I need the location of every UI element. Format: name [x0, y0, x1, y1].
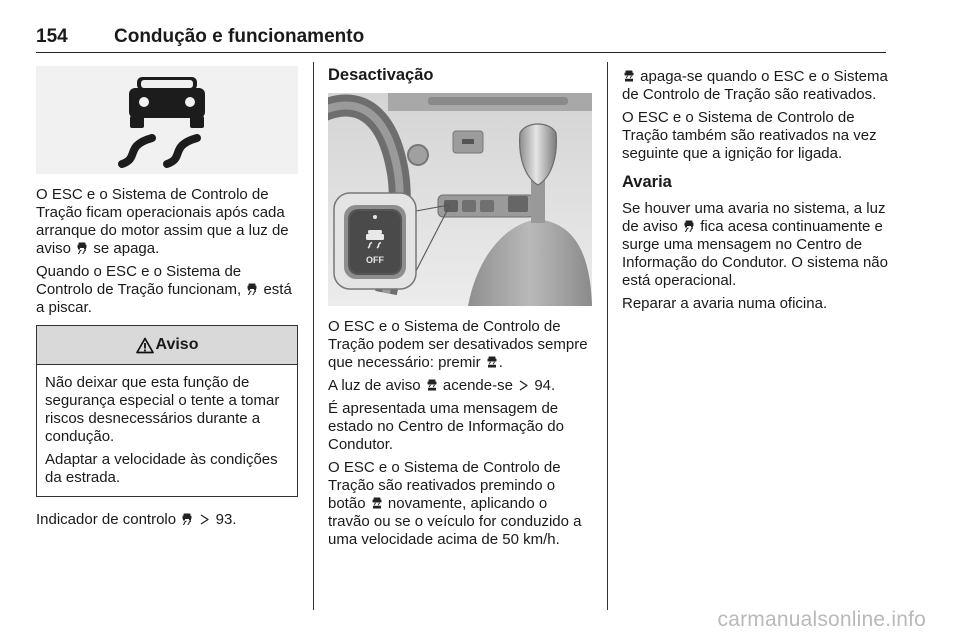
paragraph: O ESC e o Sistema de Controlo de Tração ficam operacionais após cada arranque do motor assim que a luz de aviso se apaga.	[36, 186, 289, 257]
column-1	[36, 62, 298, 534]
page-number: 154	[36, 26, 68, 47]
traction-control-icon	[247, 283, 257, 295]
traction-control-icon	[182, 513, 192, 525]
page-title: Condução e funcionamento	[114, 26, 365, 47]
paragraph: A luz de aviso acende-se 94.	[328, 377, 556, 394]
paragraph: Quando o ESC e o Sistema de Controlo de Tração funcionam, está a piscar.	[36, 263, 292, 316]
watermark: carmanualsonline.info	[717, 608, 926, 631]
paragraph: É apresentada uma mensagem de estado no Centro de Informação do Condutor.	[328, 400, 564, 453]
warning-box	[36, 325, 298, 497]
column-divider	[313, 62, 314, 610]
indicator-reference: Indicador de controlo 93.	[36, 511, 237, 528]
traction-control-icon	[36, 66, 298, 174]
paragraph: Se houver uma avaria no sistema, a luz de aviso fica acesa continuamente e surge uma mensagem no Centro de Informação do Condutor. O sistema não está operacional.	[622, 200, 888, 289]
paragraph: O ESC e o Sistema de Controlo de Tração são reativados premindo o botão novamente, aplicando o travão ou se o veículo for conduzido a uma velocidade acima de 50 km/h.	[328, 459, 582, 548]
paragraph: Reparar a avaria numa oficina.	[622, 295, 828, 312]
column-2	[328, 62, 592, 554]
warning-title: Aviso	[155, 336, 199, 353]
warning-triangle-icon	[136, 337, 154, 354]
page-reference-arrow-icon	[200, 514, 209, 525]
page-reference-arrow-icon	[519, 380, 528, 391]
section-heading-deactivation: Desactivação	[328, 66, 434, 84]
warning-text: Não deixar que esta função de segurança especial o tente a tomar riscos desnecessários durante a condução.	[45, 374, 280, 445]
traction-control-icon	[77, 242, 87, 254]
page-header	[36, 22, 886, 53]
paragraph: O ESC e o Sistema de Controlo de Tração podem ser desativados sempre que necessário: premir .	[328, 318, 588, 371]
paragraph: apaga-se quando o ESC e o Sistema de Controlo de Tração são reativados.	[622, 68, 888, 103]
esc-off-icon	[427, 379, 437, 391]
paragraph: O ESC e o Sistema de Controlo de Tração também são reativados na vez seguinte que a ignição for ligada.	[622, 109, 877, 162]
warning-body	[37, 365, 297, 496]
section-heading-fault: Avaria	[622, 173, 672, 191]
console-illustration	[328, 93, 592, 306]
warning-text: Adaptar a velocidade às condições da estrada.	[45, 451, 278, 486]
column-3	[622, 62, 890, 318]
traction-control-icon	[684, 220, 694, 232]
off-label: OFF	[366, 255, 384, 265]
column-divider	[607, 62, 608, 610]
warning-header	[37, 326, 297, 365]
esc-off-icon	[487, 356, 497, 368]
esc-off-icon	[624, 70, 634, 82]
esc-off-icon	[372, 497, 382, 509]
